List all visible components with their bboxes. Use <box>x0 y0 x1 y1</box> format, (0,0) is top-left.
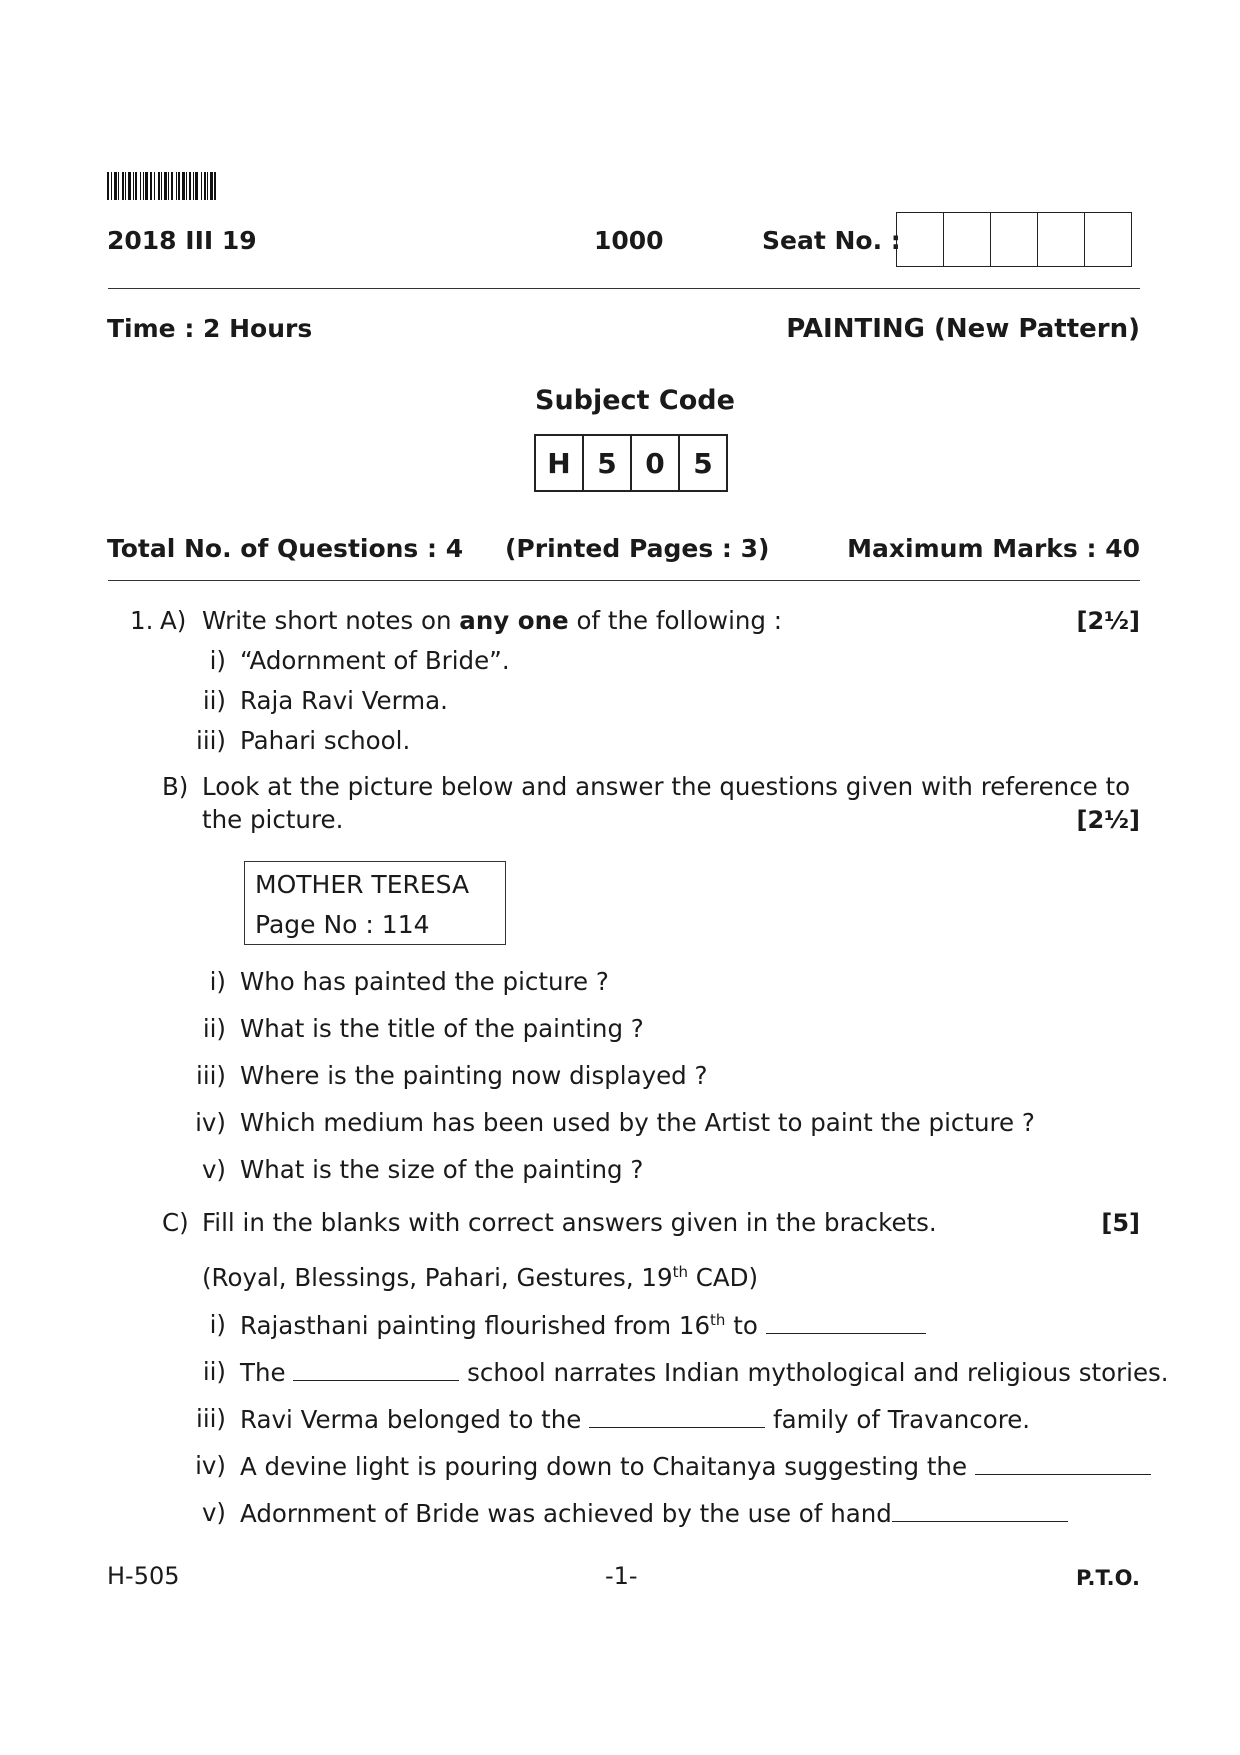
answer-options: (Royal, Blessings, Pahari, Gestures, 19th CAD) <box>202 1263 759 1293</box>
item-text: “Adornment of Bride”. <box>240 646 510 675</box>
item-text: Which medium has been used by the Artist to paint the picture ? <box>240 1108 1035 1137</box>
item-text: Raja Ravi Verma. <box>240 686 448 715</box>
seat-label: Seat No. : <box>762 226 901 255</box>
divider <box>108 288 1140 289</box>
item-text: What is the title of the painting ? <box>240 1014 644 1043</box>
item-number: iii) <box>196 726 226 755</box>
subject-code-char: 5 <box>693 446 713 480</box>
question-text: Look at the picture below and answer the questions given with reference to <box>202 772 1131 801</box>
marks: [2½] <box>1076 806 1140 834</box>
item-number: i) <box>209 967 226 996</box>
copies-count: 1000 <box>594 226 664 255</box>
picture-page: Page No : 114 <box>255 910 430 939</box>
question-text: Write short notes on any one of the following : <box>202 606 783 635</box>
fill-blank-item: Adornment of Bride was achieved by the use of hand <box>240 1501 1068 1527</box>
item-number: v) <box>201 1155 226 1184</box>
total-questions: Total No. of Questions : 4 <box>107 534 464 563</box>
question-number: 1. <box>130 606 154 635</box>
seat-box[interactable] <box>1085 213 1131 266</box>
fill-blank-item: The school narrates Indian mythological and religious stories. <box>240 1358 1169 1387</box>
seat-number-boxes[interactable] <box>896 212 1132 267</box>
answer-blank[interactable] <box>293 1360 459 1381</box>
part-label: B) <box>162 772 189 801</box>
item-number: ii) <box>202 1357 226 1386</box>
item-text: Who has painted the picture ? <box>240 967 609 996</box>
answer-blank[interactable] <box>975 1454 1151 1475</box>
answer-blank[interactable] <box>892 1501 1068 1522</box>
answer-blank[interactable] <box>766 1313 926 1334</box>
divider <box>108 580 1140 581</box>
page-number: -1- <box>605 1562 638 1590</box>
fill-blank-item: Rajasthani painting flourished from 16th to <box>240 1313 926 1339</box>
seat-box[interactable] <box>1038 213 1085 266</box>
answer-blank[interactable] <box>589 1407 765 1428</box>
paper-code: 2018 III 19 <box>107 226 257 255</box>
question-text: Fill in the blanks with correct answers given in the brackets. <box>202 1208 937 1237</box>
item-number: ii) <box>202 686 226 715</box>
subject-title: PAINTING (New Pattern) <box>786 314 1140 344</box>
item-number: ii) <box>202 1014 226 1043</box>
item-text: Where is the painting now displayed ? <box>240 1061 708 1090</box>
marks: [2½] <box>1076 607 1140 635</box>
picture-title: MOTHER TERESA <box>255 870 470 899</box>
fill-blank-item: A devine light is pouring down to Chaitanya suggesting the <box>240 1454 1151 1480</box>
seat-box[interactable] <box>991 213 1038 266</box>
subject-code-label: Subject Code <box>535 385 735 416</box>
item-number: i) <box>209 646 226 675</box>
subject-code-char: 0 <box>632 436 680 490</box>
item-number: iv) <box>195 1108 226 1137</box>
seat-box[interactable] <box>897 213 944 266</box>
seat-box[interactable] <box>944 213 991 266</box>
part-label: A) <box>160 606 187 635</box>
fill-blank-item: Ravi Verma belonged to the family of Travancore. <box>240 1405 1031 1434</box>
subject-code-char: 5 <box>584 436 632 490</box>
exam-time: Time : 2 Hours <box>107 314 313 343</box>
item-number: i) <box>209 1310 226 1339</box>
subject-code-char: H <box>536 436 584 490</box>
marks: [5] <box>1101 1209 1140 1237</box>
maximum-marks: Maximum Marks : 40 <box>847 534 1140 563</box>
subject-code-boxes <box>534 434 728 492</box>
printed-pages: (Printed Pages : 3) <box>505 534 770 563</box>
part-label: C) <box>162 1208 189 1237</box>
item-number: iii) <box>196 1061 226 1090</box>
item-number: iv) <box>195 1451 226 1480</box>
pto-label: P.T.O. <box>1076 1566 1140 1590</box>
picture-reference-box <box>244 861 506 945</box>
item-text: Pahari school. <box>240 726 411 755</box>
question-text: the picture. <box>202 805 344 834</box>
item-number: iii) <box>196 1404 226 1433</box>
item-text: What is the size of the painting ? <box>240 1155 644 1184</box>
footer-paper-code: H-505 <box>107 1562 180 1590</box>
item-number: v) <box>201 1498 226 1527</box>
barcode <box>107 172 247 200</box>
